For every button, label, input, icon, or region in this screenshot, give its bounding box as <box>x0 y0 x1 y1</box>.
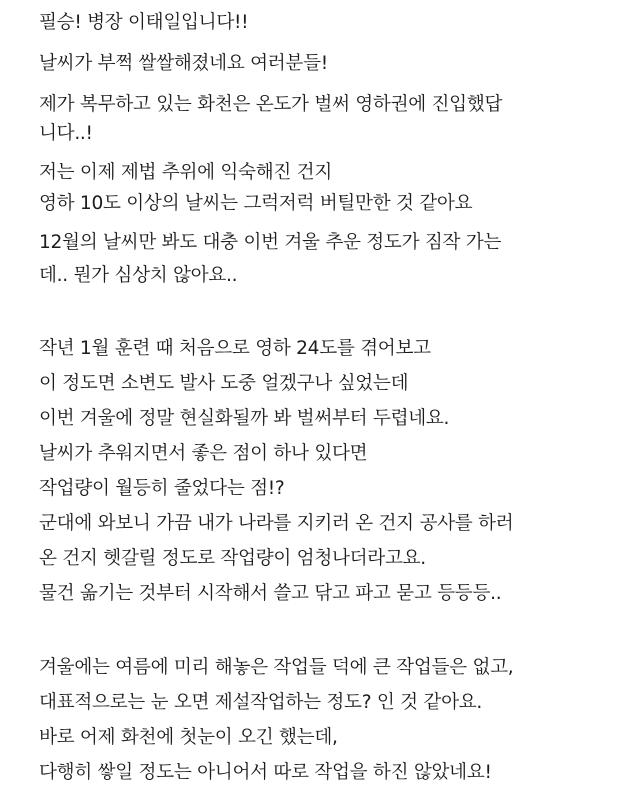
text-line: 바로 어제 화천에 첫눈이 오긴 했는데, <box>39 727 338 748</box>
text-line: 겨울에는 여름에 미리 해놓은 작업들 덕에 큰 작업들은 없고, <box>39 657 514 678</box>
text-line: 필승! 병장 이태일입니다!! <box>39 12 249 33</box>
text-line: 영하 10도 이상의 날씨는 그럭저럭 버틸만한 것 같아요 <box>39 193 473 214</box>
text-line: 작년 1월 훈련 때 처음으로 영하 24도를 겪어보고 <box>39 338 431 359</box>
text-line: 제가 복무하고 있는 화천은 온도가 벌써 영하권에 진입했답 <box>39 94 503 115</box>
text-line: 날씨가 부쩍 쌀쌀해졌네요 여러분들! <box>39 53 328 74</box>
text-line: 물건 옮기는 것부터 시작해서 쓸고 닦고 파고 묻고 등등등.. <box>39 583 502 604</box>
text-line: 온 건지 헷갈릴 정도로 작업량이 엄청나더라고요. <box>39 548 426 569</box>
text-line: 다행히 쌓일 정도는 아니어서 따로 작업을 하진 않았네요! <box>39 762 492 783</box>
text-line: 데.. 뭔가 심상치 않아요.. <box>39 265 238 286</box>
text-line: 니다..! <box>39 123 93 144</box>
text-line: 저는 이제 제법 추위에 익숙해진 건지 <box>39 162 332 183</box>
text-line: 날씨가 추워지면서 좋은 점이 하나 있다면 <box>39 443 368 464</box>
text-line: 12월의 날씨만 봐도 대충 이번 겨울 추운 정도가 짐작 가는 <box>39 232 502 253</box>
text-line: 대표적으로는 눈 오면 제설작업하는 정도? 인 것 같아요. <box>39 692 483 713</box>
text-line: 이번 겨울에 정말 현실화될까 봐 벌써부터 두렵네요. <box>39 408 450 429</box>
text-line: 군대에 와보니 가끔 내가 나라를 지키러 온 건지 공사를 하러 <box>39 513 514 534</box>
text-line: 작업량이 월등히 줄었다는 점!? <box>39 478 285 499</box>
text-line: 이 정도면 소변도 발사 도중 얼겠구나 싶었는데 <box>39 373 409 394</box>
